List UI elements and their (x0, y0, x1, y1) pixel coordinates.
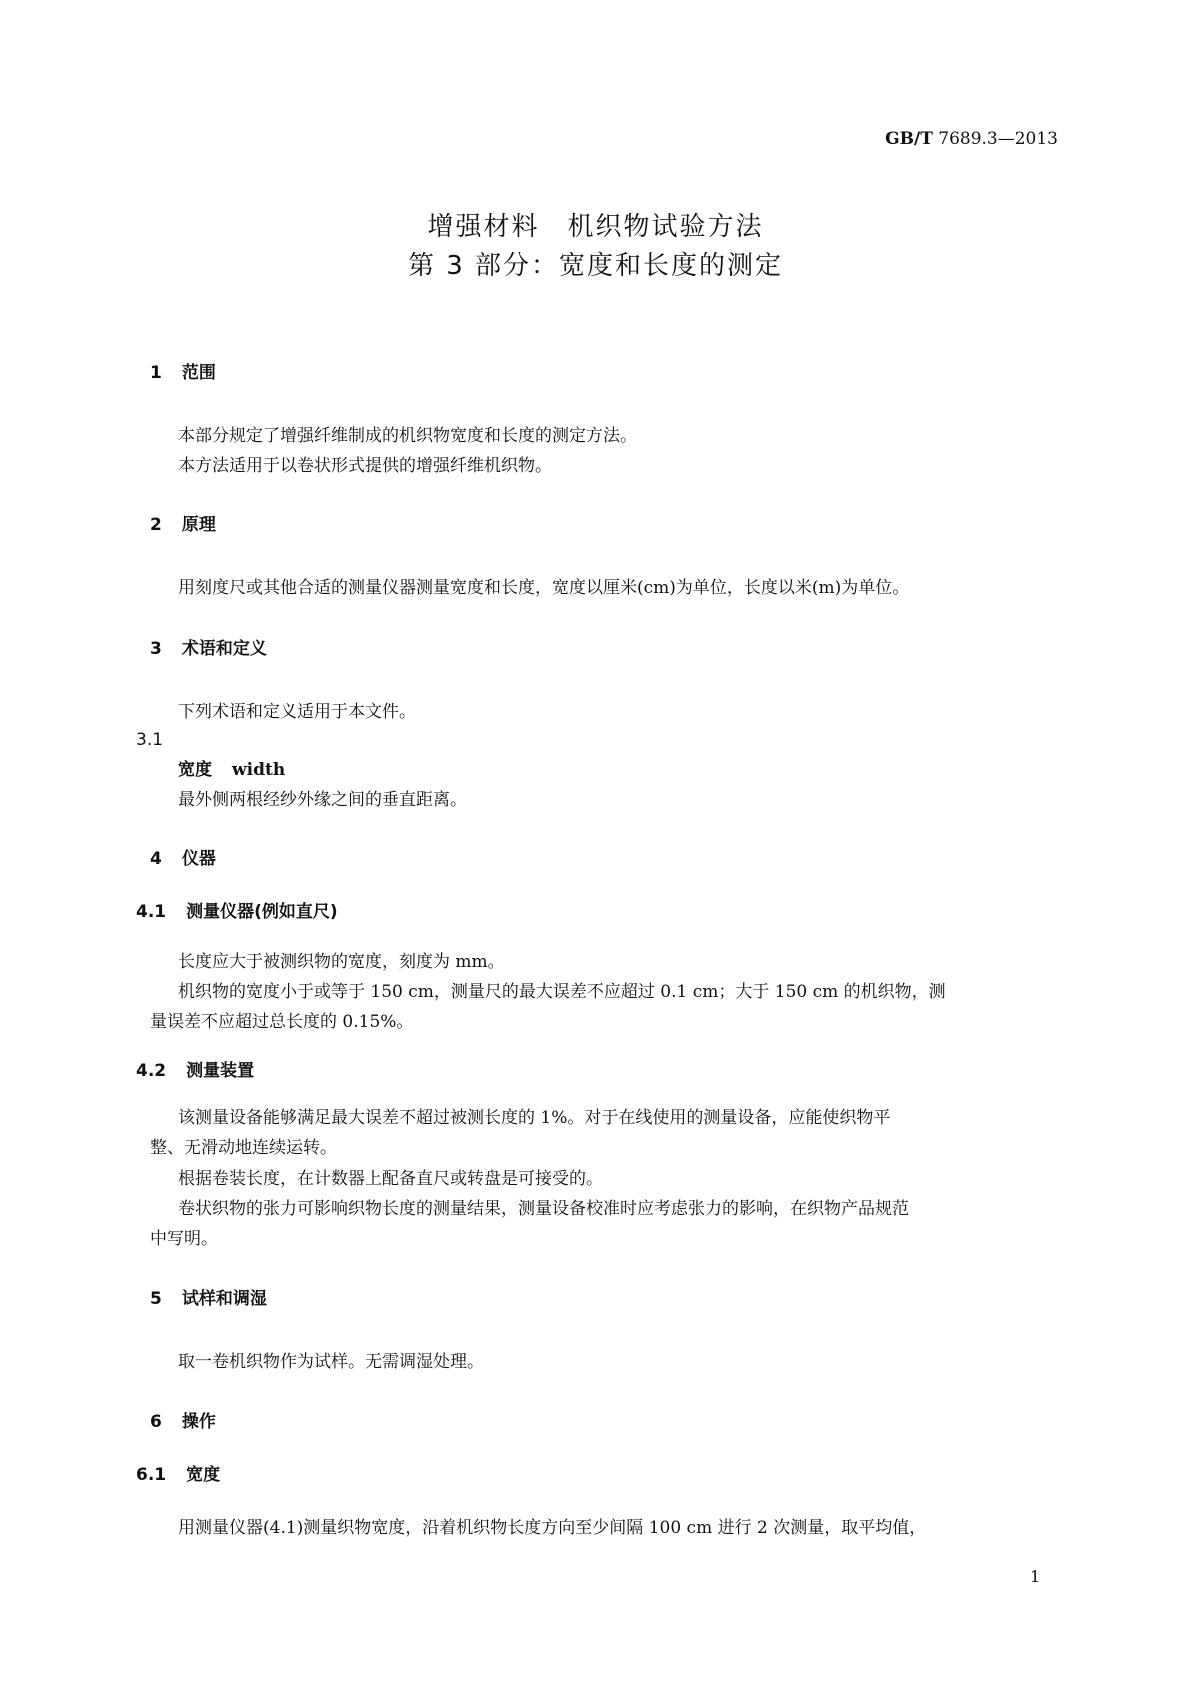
paragraph: 本方法适用于以卷状形式提供的增强纤维机织物。 (178, 456, 552, 476)
section-number: 4 (150, 849, 162, 869)
section-title: 术语和定义 (181, 639, 267, 659)
section-title: 仪器 (181, 849, 216, 869)
section-number: 3 (150, 639, 162, 659)
paragraph: 用刻度尺或其他合适的测量仪器测量宽度和长度，宽度以厘米(cm)为单位，长度以米(m)为单位。 (178, 578, 910, 598)
paragraph-continuation: 整、无滑动地连续运转。 (150, 1138, 337, 1158)
paragraph: 卷状织物的张力可影响织物长度的测量结果，测量设备校准时应考虑张力的影响，在织物产品规范 (178, 1199, 909, 1219)
section-5-heading (150, 1287, 267, 1311)
paragraph: 长度应大于被测织物的宽度，刻度为 mm。 (178, 952, 505, 972)
section-title: 试样和调湿 (181, 1289, 267, 1309)
term-heading (178, 758, 285, 782)
subsection-title: 宽度 (186, 1465, 221, 1485)
subsection-number: 4.1 (136, 902, 167, 922)
subsection-6-1-heading (136, 1463, 220, 1487)
section-title: 操作 (181, 1412, 216, 1432)
section-title: 原理 (181, 515, 216, 535)
standard-code: GB/T (885, 129, 933, 149)
section-title: 范围 (181, 363, 216, 383)
paragraph: 取一卷机织物作为试样。无需调湿处理。 (178, 1352, 484, 1372)
section-number: 5 (150, 1289, 162, 1309)
paragraph: 本部分规定了增强纤维制成的机织物宽度和长度的测定方法。 (178, 426, 637, 446)
section-number: 6 (150, 1412, 162, 1432)
section-2-heading (150, 513, 216, 537)
subsection-title: 测量仪器(例如直尺) (186, 902, 338, 922)
section-1-heading (150, 361, 216, 385)
section-number: 2 (150, 515, 162, 535)
term-number: 3.1 (136, 730, 164, 750)
paragraph: 该测量设备能够满足最大误差不超过被测长度的 1%。对于在线使用的测量设备，应能使织物平 (178, 1108, 891, 1128)
standard-number (0, 127, 1058, 151)
subsection-number: 6.1 (136, 1465, 167, 1485)
paragraph: 根据卷装长度，在计数器上配备直尺或转盘是可接受的。 (178, 1169, 603, 1189)
paragraph-continuation: 量误差不应超过总长度的 0.15%。 (150, 1012, 414, 1032)
term-definition: 最外侧两根经纱外缘之间的垂直距离。 (178, 790, 467, 810)
subsection-4-1-heading (136, 900, 338, 924)
section-6-heading (150, 1410, 216, 1434)
subsection-number: 4.2 (136, 1061, 167, 1081)
subsection-title: 测量装置 (186, 1061, 255, 1081)
term-chinese: 宽度 (178, 760, 212, 780)
document-title-line2: 第 3 部分：宽度和长度的测定 (407, 251, 784, 281)
paragraph: 机织物的宽度小于或等于 150 cm，测量尺的最大误差不应超过 0.1 cm；大于 150 cm 的机织物，测 (178, 982, 946, 1002)
term-english: width (232, 760, 286, 780)
standard-year: 7689.3—2013 (938, 129, 1058, 149)
document-title-line1: 增强材料 机织物试验方法 (427, 212, 764, 242)
section-number: 1 (150, 363, 162, 383)
paragraph-continuation: 中写明。 (150, 1229, 218, 1249)
paragraph: 下列术语和定义适用于本文件。 (178, 702, 416, 722)
section-3-heading (150, 637, 267, 661)
page-number: 1 (1030, 1567, 1041, 1586)
subsection-4-2-heading (136, 1059, 254, 1083)
section-4-heading (150, 847, 216, 871)
paragraph: 用测量仪器(4.1)测量织物宽度，沿着机织物长度方向至少间隔 100 cm 进行 2 次测量，取平均值， (178, 1518, 927, 1538)
